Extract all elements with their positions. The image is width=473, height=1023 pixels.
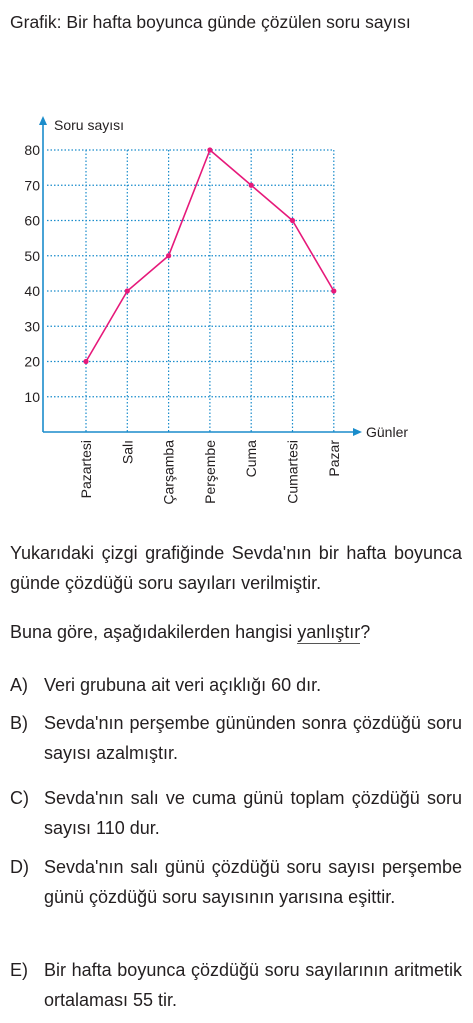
x-axis-label: Günler	[366, 424, 409, 440]
data-point-çarşamba	[166, 253, 171, 258]
option-a-letter: A)	[10, 675, 28, 695]
y-tick-label-0: 10	[24, 388, 40, 405]
option-b-text: Sevda'nın perşembe gününden sonra çözdüğü soru sayısı azalmıştır.	[44, 713, 462, 763]
question-prefix: Buna göre, aşağıdakilerden hangisi	[10, 622, 298, 642]
question-emphasis: yanlıştır	[297, 622, 361, 642]
description-paragraph: Yukarıdaki çizgi grafiğinde Sevda'nın bir hafta boyunca günde çözdüğü soru sayıları verilmiştir.	[10, 543, 462, 593]
y-tick-label-6: 70	[24, 177, 40, 194]
y-tick-label-3: 40	[24, 283, 40, 299]
question-text	[10, 617, 462, 647]
data-point-pazartesi	[83, 359, 88, 364]
y-axis-arrow-icon	[39, 116, 47, 125]
x-tick-label-5: Cumartesi	[284, 440, 301, 504]
x-tick-label-2: Çarşamba	[160, 440, 177, 505]
option-c-letter: C)	[10, 788, 29, 808]
x-tick-label-3: Perşembe	[201, 440, 218, 504]
x-axis-arrow-icon	[353, 428, 362, 436]
option-e-text: Bir hafta boyunca çözdüğü soru sayılarının aritmetik ortalaması 55 tir.	[44, 960, 462, 1010]
question-suffix: ?	[360, 622, 371, 642]
y-tick-label-5: 60	[24, 212, 40, 229]
option-e-letter: E)	[10, 960, 28, 980]
y-axis-label: Soru sayısı	[54, 117, 125, 133]
x-tick-label-1: Salı	[119, 440, 136, 465]
data-point-cuma	[249, 183, 254, 188]
option-b-letter: B)	[10, 713, 28, 733]
data-point-salı	[125, 288, 130, 293]
option-c-text: Sevda'nın salı ve cuma günü toplam çözdüğü soru sayısı 110 dur.	[44, 788, 462, 838]
chart-title: Grafik: Bir hafta boyunca günde çözülen soru sayısı	[10, 12, 411, 32]
data-point-perşembe	[207, 147, 212, 152]
option-a-text: Veri grubuna ait veri açıklığı 60 dır.	[44, 675, 322, 695]
y-tick-label-2: 30	[24, 318, 40, 335]
option-d-text: Sevda'nın salı günü çözdüğü soru sayısı perşembe günü çözdüğü soru sayısının yarısına eşittir.	[44, 857, 462, 907]
y-tick-label-4: 50	[24, 247, 40, 264]
x-tick-label-0: Pazartesi	[78, 440, 94, 499]
data-point-pazar	[331, 288, 336, 293]
data-point-cumartesi	[290, 218, 295, 223]
y-tick-label-7: 80	[24, 142, 40, 158]
y-tick-label-1: 20	[24, 353, 40, 370]
x-tick-label-4: Cuma	[243, 440, 260, 478]
option-d-letter: D)	[10, 857, 29, 877]
x-tick-label-6: Pazar	[325, 440, 342, 477]
line-chart	[0, 108, 473, 518]
